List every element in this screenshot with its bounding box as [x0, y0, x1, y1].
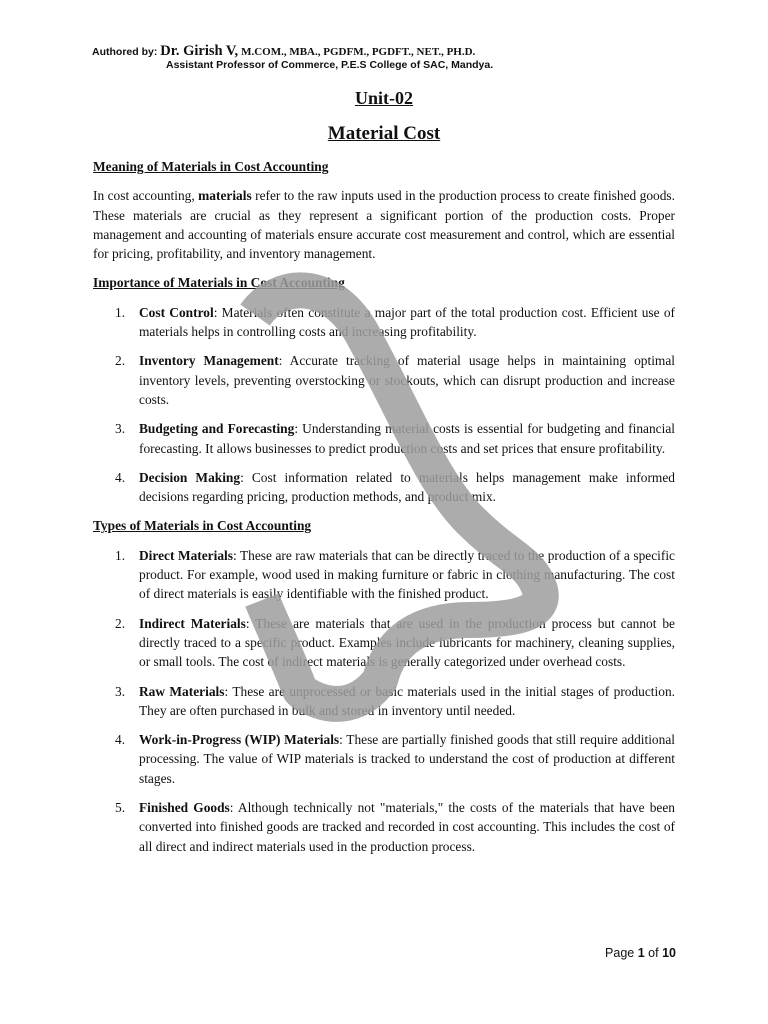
page-title: Material Cost [327, 123, 441, 144]
item-number: 4. [115, 469, 126, 485]
item-number: 1. [115, 304, 126, 320]
item-text: : Understanding material costs is essential for budgeting and financial forecasting. It allows businesses to predict production costs and set prices that ensure profitability. [139, 421, 675, 456]
item-term: Direct Materials [139, 547, 233, 563]
section-heading-importance: Importance of Materials in Cost Accounting [93, 275, 345, 291]
list-item [93, 682, 675, 721]
list-item [93, 614, 675, 672]
meaning-text-start: In cost accounting, [93, 188, 199, 204]
author-name: Dr. Girish V, [160, 43, 239, 59]
document-body [93, 157, 675, 866]
section-heading-meaning: Meaning of Materials in Cost Accounting [93, 159, 329, 174]
types-list [93, 546, 675, 856]
item-text: : These are partially finished goods that still require additional processing. The value of WIP materials is tracked to understand the cost of production at different stages. [139, 732, 675, 786]
item-number: 1. [115, 547, 126, 563]
item-number: 2. [115, 353, 126, 369]
item-number: 5. [115, 800, 126, 816]
item-text: : Cost information related to materials helps management make informed decisions regarding pricing, production methods, and product mix. [139, 469, 675, 505]
meaning-text-rest: refer to the raw inputs used in the production process to create finished goods. These materials are crucial as they represent a significant portion of the production costs. Proper management and accounting of materials ensure accurate cost measurement and control, which are essential for pricing, profitability, and inventory management. [93, 188, 675, 262]
item-text: : Accurate tracking of material usage helps in maintaining optimal inventory levels, preventing overstocking or stockouts, which can disrupt production and increase costs. [139, 353, 675, 407]
list-item [93, 798, 675, 856]
item-term: Indirect Materials [139, 615, 246, 631]
list-item [93, 730, 675, 788]
list-item [93, 351, 675, 409]
page-total: 10 [662, 946, 676, 960]
item-term: Cost Control [139, 304, 214, 320]
list-item [93, 419, 675, 458]
item-number: 4. [115, 732, 126, 748]
page-current: 1 [637, 946, 645, 960]
authored-label: Authored by: [92, 46, 158, 58]
list-item [93, 303, 675, 342]
page-of-label: of [648, 946, 659, 960]
item-text: : These are materials that are used in the production process but cannot be directly traced to a specific product. Examples include lubricants for machinery, cleaning supplies, or small tools. The cost of indirect materials is generally categorized under overhead costs. [139, 615, 675, 670]
item-term: Inventory Management [139, 353, 279, 369]
item-text: : Although technically not "materials," the costs of the materials that have been converted into finished goods are tracked and recorded in cost accounting. This includes the cost of all direct and indirect materials used in the production process. [139, 800, 675, 854]
meaning-keyword: materials [198, 188, 252, 204]
author-affiliation: Assistant Professor of Commerce, P.E.S College of SAC, Mandya. [166, 59, 494, 71]
item-number: 3. [115, 683, 126, 699]
section-heading-types: Types of Materials in Cost Accounting [93, 518, 312, 534]
item-term: Finished Goods [139, 800, 230, 816]
item-number: 2. [115, 615, 126, 631]
author-line [92, 44, 475, 59]
item-term: Decision Making [139, 469, 241, 485]
meaning-paragraph [93, 186, 675, 263]
item-text: : These are unprocessed or basic materials used in the initial stages of production. They are often purchased in bulk and stored in inventory until needed. [139, 683, 675, 718]
item-text: : Materials often constitute a major part of the total production cost. Efficient use of materials helps in controlling costs and increasing profitability. [139, 304, 675, 340]
item-term: Raw Materials [139, 683, 225, 699]
page-label: Page [605, 946, 635, 960]
importance-list [93, 303, 675, 507]
item-term: Budgeting and Forecasting [139, 421, 295, 437]
item-number: 3. [115, 421, 126, 437]
unit-heading: Unit-02 [355, 88, 413, 108]
list-item [93, 546, 675, 604]
author-qualifications: M.COM., MBA., PGDFM., PGDFT., NET., PH.D. [241, 46, 476, 58]
list-item [93, 468, 675, 507]
page-footer [605, 946, 676, 960]
item-text: : These are raw materials that can be directly traced to the production of a specific product. For example, wood used in making furniture or fabric in clothing manufacturing. The cost of direct materials is easily identifiable with the finished product. [139, 547, 675, 602]
item-term: Work-in-Progress (WIP) Materials [139, 732, 340, 748]
